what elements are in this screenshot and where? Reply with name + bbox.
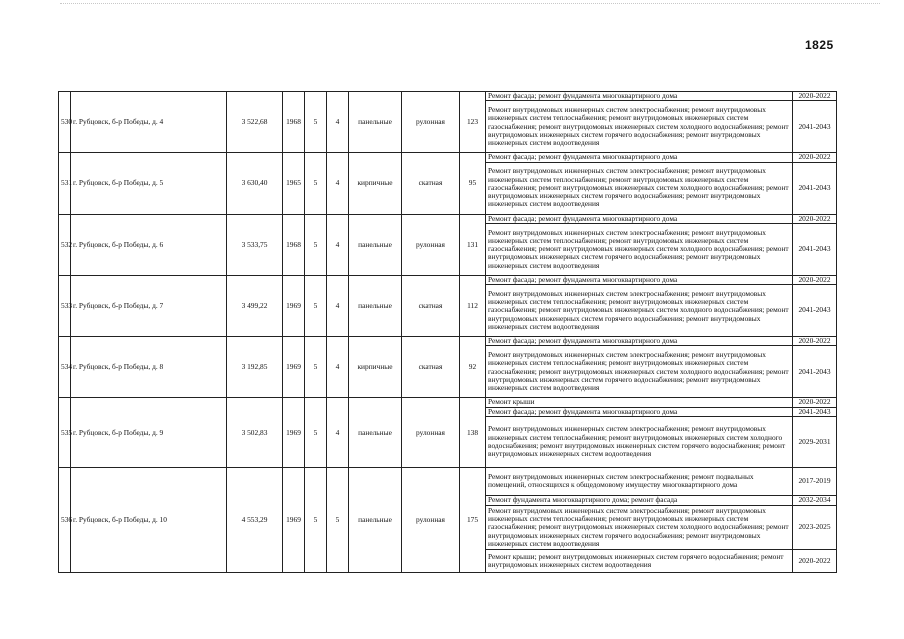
- row-number: 530: [59, 92, 71, 153]
- work-period-cell: 2041-2043: [793, 101, 837, 153]
- work-description-cell: Ремонт фасада; ремонт фундамента многоквартирного дома: [486, 407, 793, 416]
- table-row: [59, 398, 837, 407]
- work-period-cell: 2032-2034: [793, 495, 837, 505]
- work-period-cell: 2020-2022: [793, 549, 837, 572]
- work-description-cell: Ремонт крыши; ремонт внутридомовых инженерных систем горячего водоснабжения; ремонт внутридомовых инженерных систем водоотведения: [486, 549, 793, 572]
- wall-material-cell: кирпичные: [349, 153, 402, 214]
- roof-type-cell: рулонная: [402, 398, 460, 468]
- work-description-cell: Ремонт фасада; ремонт фундамента многоквартирного дома: [486, 275, 793, 284]
- wall-material-cell: панельные: [349, 398, 402, 468]
- work-description-cell: Ремонт внутридомовых инженерных систем электроснабжения; ремонт внутридомовых инженерных систем теплоснабжения; ремонт внутридомовых инженерных систем газоснабжения; ремонт внутридомовых инженерных систем холодного водоснабжения; ремонт внутридомовых инженерных систем горячего водоснабжения; ремонт внутридомовых инженерных систем водоотведения: [486, 285, 793, 337]
- address-cell: г. Рубцовск, б-р Победы, д. 10: [71, 467, 227, 572]
- year-cell: 1969: [283, 398, 305, 468]
- wall-material-cell: панельные: [349, 214, 402, 275]
- work-period-cell: 2020-2022: [793, 92, 837, 101]
- address-cell: г. Рубцовск, б-р Победы, д. 4: [71, 92, 227, 153]
- table-row: [59, 275, 837, 284]
- table-row: [59, 153, 837, 162]
- work-period-cell: 2041-2043: [793, 162, 837, 214]
- table-row: [59, 337, 837, 346]
- area-cell: 4 553,29: [227, 467, 283, 572]
- year-cell: 1969: [283, 467, 305, 572]
- table-row: [59, 467, 837, 495]
- roof-type-cell: скатная: [402, 153, 460, 214]
- row-number: 534: [59, 337, 71, 398]
- roof-type-cell: скатная: [402, 337, 460, 398]
- entrances-cell: 4: [327, 275, 349, 336]
- address-cell: г. Рубцовск, б-р Победы, д. 6: [71, 214, 227, 275]
- area-cell: 3 630,40: [227, 153, 283, 214]
- address-cell: г. Рубцовск, б-р Победы, д. 7: [71, 275, 227, 336]
- roof-type-cell: скатная: [402, 275, 460, 336]
- area-cell: 3 502,83: [227, 398, 283, 468]
- table-row: [59, 214, 837, 223]
- apartments-cell: 131: [460, 214, 486, 275]
- apartments-cell: 138: [460, 398, 486, 468]
- area-cell: 3 533,75: [227, 214, 283, 275]
- work-description-cell: Ремонт фасада; ремонт фундамента многоквартирного дома: [486, 153, 793, 162]
- floors-cell: 5: [305, 398, 327, 468]
- wall-material-cell: панельные: [349, 92, 402, 153]
- roof-type-cell: рулонная: [402, 467, 460, 572]
- wall-material-cell: панельные: [349, 467, 402, 572]
- address-cell: г. Рубцовск, б-р Победы, д. 5: [71, 153, 227, 214]
- work-period-cell: 2029-2031: [793, 416, 837, 467]
- work-description-cell: Ремонт внутридомовых инженерных систем электроснабжения; ремонт внутридомовых инженерных систем теплоснабжения; ремонт внутридомовых инженерных систем газоснабжения; ремонт внутридомовых инженерных систем холодного водоснабжения; ремонт внутридомовых инженерных систем горячего водоснабжения; ремонт внутридомовых инженерных систем водоотведения: [486, 101, 793, 153]
- work-period-cell: 2023-2025: [793, 505, 837, 549]
- work-period-cell: 2041-2043: [793, 223, 837, 275]
- row-number: 533: [59, 275, 71, 336]
- work-description-cell: Ремонт фундамента многоквартирного дома; ремонт фасада: [486, 495, 793, 505]
- work-description-cell: Ремонт фасада; ремонт фундамента многоквартирного дома: [486, 214, 793, 223]
- entrances-cell: 5: [327, 467, 349, 572]
- apartments-cell: 92: [460, 337, 486, 398]
- roof-type-cell: рулонная: [402, 92, 460, 153]
- table-row: [59, 92, 837, 101]
- page-number: 1825: [805, 38, 834, 52]
- year-cell: 1969: [283, 275, 305, 336]
- floors-cell: 5: [305, 467, 327, 572]
- entrances-cell: 4: [327, 153, 349, 214]
- floors-cell: 5: [305, 92, 327, 153]
- year-cell: 1968: [283, 214, 305, 275]
- row-number: 531: [59, 153, 71, 214]
- floors-cell: 5: [305, 153, 327, 214]
- work-description-cell: Ремонт внутридомовых инженерных систем электроснабжения; ремонт внутридомовых инженерных систем теплоснабжения; ремонт внутридомовых инженерных систем газоснабжения; ремонт внутридомовых инженерных систем холодного водоснабжения; ремонт внутридомовых инженерных систем горячего водоснабжения; ремонт внутридомовых инженерных систем водоотведения: [486, 162, 793, 214]
- area-cell: 3 192,85: [227, 337, 283, 398]
- wall-material-cell: панельные: [349, 275, 402, 336]
- work-period-cell: 2017-2019: [793, 467, 837, 495]
- work-period-cell: 2020-2022: [793, 398, 837, 407]
- row-number: 532: [59, 214, 71, 275]
- area-cell: 3 522,68: [227, 92, 283, 153]
- work-period-cell: 2041-2043: [793, 285, 837, 337]
- work-description-cell: Ремонт внутридомовых инженерных систем электроснабжения; ремонт подвальных помещений, относящихся к общедомовому имуществу многоквартирного дома: [486, 467, 793, 495]
- roof-type-cell: рулонная: [402, 214, 460, 275]
- work-period-cell: 2020-2022: [793, 214, 837, 223]
- apartments-cell: 95: [460, 153, 486, 214]
- apartments-cell: 175: [460, 467, 486, 572]
- work-description-cell: Ремонт внутридомовых инженерных систем электроснабжения; ремонт внутридомовых инженерных систем теплоснабжения; ремонт внутридомовых инженерных систем газоснабжения; ремонт внутридомовых инженерных систем холодного водоснабжения; ремонт внутридомовых инженерных систем горячего водоснабжения; ремонт внутридомовых инженерных систем водоотведения: [486, 223, 793, 275]
- row-number: 535: [59, 398, 71, 468]
- wall-material-cell: кирпичные: [349, 337, 402, 398]
- work-description-cell: Ремонт внутридомовых инженерных систем электроснабжения; ремонт внутридомовых инженерных систем теплоснабжения; ремонт внутридомовых инженерных систем холодного водоснабжения; ремонт внутридомовых инженерных систем горячего водоснабжения; ремонт внутридомовых инженерных систем водоотведения: [486, 416, 793, 467]
- entrances-cell: 4: [327, 337, 349, 398]
- area-cell: 3 499,22: [227, 275, 283, 336]
- apartments-cell: 123: [460, 92, 486, 153]
- work-description-cell: Ремонт фасада; ремонт фундамента многоквартирного дома: [486, 337, 793, 346]
- work-period-cell: 2020-2022: [793, 153, 837, 162]
- work-description-cell: Ремонт внутридомовых инженерных систем электроснабжения; ремонт внутридомовых инженерных систем теплоснабжения; ремонт внутридомовых инженерных систем газоснабжения; ремонт внутридомовых инженерных систем холодного водоснабжения; ремонт внутридомовых инженерных систем горячего водоснабжения; ремонт внутридомовых инженерных систем водоотведения: [486, 346, 793, 398]
- entrances-cell: 4: [327, 92, 349, 153]
- apartments-cell: 112: [460, 275, 486, 336]
- entrances-cell: 4: [327, 214, 349, 275]
- floors-cell: 5: [305, 275, 327, 336]
- year-cell: 1969: [283, 337, 305, 398]
- work-period-cell: 2041-2043: [793, 407, 837, 416]
- work-period-cell: 2020-2022: [793, 275, 837, 284]
- work-description-cell: Ремонт фасада; ремонт фундамента многоквартирного дома: [486, 92, 793, 101]
- floors-cell: 5: [305, 337, 327, 398]
- address-cell: г. Рубцовск, б-р Победы, д. 9: [71, 398, 227, 468]
- floors-cell: 5: [305, 214, 327, 275]
- address-cell: г. Рубцовск, б-р Победы, д. 8: [71, 337, 227, 398]
- row-number: 536: [59, 467, 71, 572]
- entrances-cell: 4: [327, 398, 349, 468]
- table-body: [59, 92, 837, 573]
- work-description-cell: Ремонт внутридомовых инженерных систем электроснабжения; ремонт внутридомовых инженерных систем теплоснабжения; ремонт внутридомовых инженерных систем газоснабжения; ремонт внутридомовых инженерных систем холодного водоснабжения; ремонт внутридомовых инженерных систем горячего водоснабжения; ремонт внутридомовых инженерных систем водоотведения: [486, 505, 793, 549]
- work-period-cell: 2041-2043: [793, 346, 837, 398]
- scan-artifact-line: [60, 3, 880, 4]
- work-description-cell: Ремонт крыши: [486, 398, 793, 407]
- year-cell: 1965: [283, 153, 305, 214]
- year-cell: 1968: [283, 92, 305, 153]
- work-period-cell: 2020-2022: [793, 337, 837, 346]
- capital-repair-table: [58, 91, 837, 573]
